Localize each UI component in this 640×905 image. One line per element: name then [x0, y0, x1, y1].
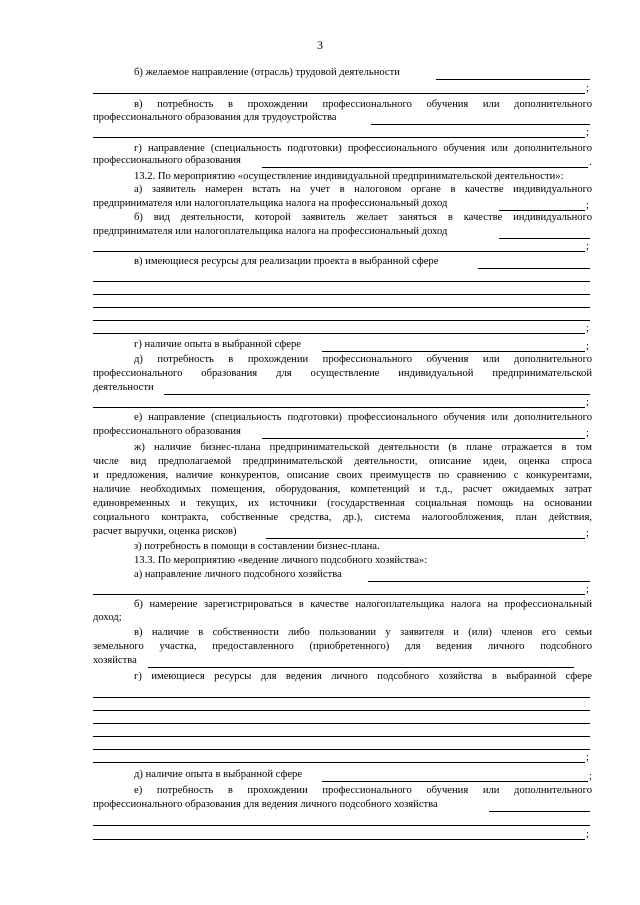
semicolon: ; [586, 752, 589, 763]
item-zh-business-plan-line2: числе вид предполагаемой предпринимательской деятельности, описание идеи, оценка спроса [93, 456, 592, 467]
semicolon: ; [589, 771, 592, 782]
item-g-household-resources: г) имеющиеся ресурсы для ведения личного подсобного хозяйства в выбранной сфере [134, 671, 592, 682]
semicolon: ; [586, 829, 589, 840]
fill-line [93, 594, 585, 595]
item-e-specialty: е) направление (специальность подготовки) профессионального обучения или дополнительного [134, 412, 592, 423]
section-13-3-heading: 13.3. По мероприятию «ведение личного подсобного хозяйства»: [134, 555, 428, 566]
fill-line [93, 710, 590, 711]
item-a-household-direction: а) направление личного подсобного хозяйства [134, 569, 342, 580]
semicolon: ; [586, 83, 589, 94]
item-g-specialty: г) направление (специальность подготовки) профессионального обучения или дополнительного [134, 143, 592, 154]
fill-line [93, 93, 585, 94]
page-number: 3 [317, 38, 323, 52]
item-g-experience: г) наличие опыта в выбранной сфере [134, 339, 301, 350]
fill-line [489, 811, 590, 812]
fill-line [478, 268, 590, 269]
item-v-training-need: в) потребность в прохождении профессионального обучения или дополнительного [134, 99, 592, 110]
fill-line [266, 538, 585, 539]
item-e-household-training: е) потребность в прохождении профессионального обучения или дополнительного [134, 785, 592, 796]
item-b-desired-direction: б) желаемое направление (отрасль) трудовой деятельности [134, 67, 400, 78]
item-g-specialty-cont: профессионального образования [93, 155, 241, 166]
fill-line [93, 137, 585, 138]
fill-line [93, 736, 590, 737]
item-zh-business-plan-line4: наличие необходимых помещения, оборудования, компетенций и т.д., расчет ожидаемых затрат [93, 484, 592, 495]
item-v-land-plot-cont: земельного участка, предоставленного (приобретенного) для ведения личного подсобного [93, 641, 592, 652]
fill-line [93, 333, 585, 334]
semicolon: ; [586, 584, 589, 595]
fill-line [93, 307, 590, 308]
fill-line [262, 167, 588, 168]
item-v-resources: в) имеющиеся ресурсы для реализации проекта в выбранной сфере [134, 256, 439, 267]
fill-line [93, 294, 590, 295]
item-zh-business-plan: ж) наличие бизнес-плана предпринимательской деятельности (в плане отражается в том [134, 442, 592, 453]
fill-line [164, 394, 590, 395]
semicolon: ; [586, 341, 589, 352]
fill-line [93, 723, 590, 724]
fill-line [93, 251, 585, 252]
fill-line [148, 667, 574, 668]
fill-line [93, 281, 590, 282]
item-zh-business-plan-line6: социального контракта, собственные средства, др.), система налогообложения, план действия, [93, 512, 592, 523]
semicolon: ; [586, 428, 589, 439]
fill-line [262, 438, 585, 439]
fill-line [93, 697, 590, 698]
item-v-training-need-cont: профессионального образования для трудоустройства [93, 112, 337, 123]
item-b-activity-type: б) вид деятельности, которой заявитель желает заняться в качестве индивидуального [134, 212, 592, 223]
fill-line [93, 825, 590, 826]
item-z-business-plan-help: з) потребность в помощи в составлении бизнес-плана. [134, 541, 380, 552]
item-e-household-training-cont: профессионального образования для ведения личного подсобного хозяйства [93, 799, 438, 810]
fill-line [93, 749, 590, 750]
fill-line [93, 839, 585, 840]
item-a-tax-registration: а) заявитель намерен встать на учет в налоговом органе в качестве индивидуального [134, 184, 592, 195]
item-zh-business-plan-line3: и предложения, наличие конкурентов, описание своих преимуществ по сравнению с конкурентами, [93, 470, 592, 481]
fill-line [93, 320, 590, 321]
item-zh-business-plan-line7: расчет выручки, оценка рисков) [93, 526, 237, 537]
item-d-training-need-cont2: деятельности [93, 382, 154, 393]
semicolon: ; [586, 528, 589, 539]
fill-line [499, 238, 590, 239]
fill-line [93, 762, 585, 763]
fill-line [436, 79, 590, 80]
item-zh-business-plan-line5: единовременных и текущих, их источники (государственная социальная помощь на основании [93, 498, 592, 509]
fill-line [371, 124, 590, 125]
semicolon: ; [586, 323, 589, 334]
item-e-specialty-cont: профессионального образования [93, 426, 241, 437]
item-v-land-plot-cont2: хозяйства [93, 655, 137, 666]
period: . [589, 157, 592, 168]
fill-line [322, 781, 588, 782]
semicolon: ; [586, 127, 589, 138]
item-a-tax-registration-cont: предпринимателя или налогоплательщика налога на профессиональный доход [93, 198, 448, 209]
semicolon: ; [586, 200, 589, 211]
item-v-land-plot: в) наличие в собственности либо пользовании у заявителя и (или) членов его семьи [134, 627, 592, 638]
item-d-training-need-cont: профессионального образования для осуществление индивидуальной предпринимательской [93, 368, 592, 379]
item-b-register-intent: б) намерение зарегистрироваться в качестве налогоплательщика налога на профессиональный [134, 599, 592, 610]
fill-line [93, 407, 585, 408]
item-d-training-need: д) потребность в прохождении профессионального обучения или дополнительного [134, 354, 592, 365]
fill-line [322, 351, 585, 352]
item-b-activity-type-cont: предпринимателя или налогоплательщика налога на профессиональный доход [93, 226, 448, 237]
semicolon: ; [586, 241, 589, 252]
fill-line [499, 210, 585, 211]
fill-line [368, 581, 590, 582]
item-d-household-experience: д) наличие опыта в выбранной сфере [134, 769, 303, 780]
item-b-register-intent-cont: доход; [93, 612, 122, 623]
semicolon: ; [586, 397, 589, 408]
section-13-2-heading: 13.2. По мероприятию «осуществление индивидуальной предпринимательской деятельности»: [134, 171, 564, 182]
